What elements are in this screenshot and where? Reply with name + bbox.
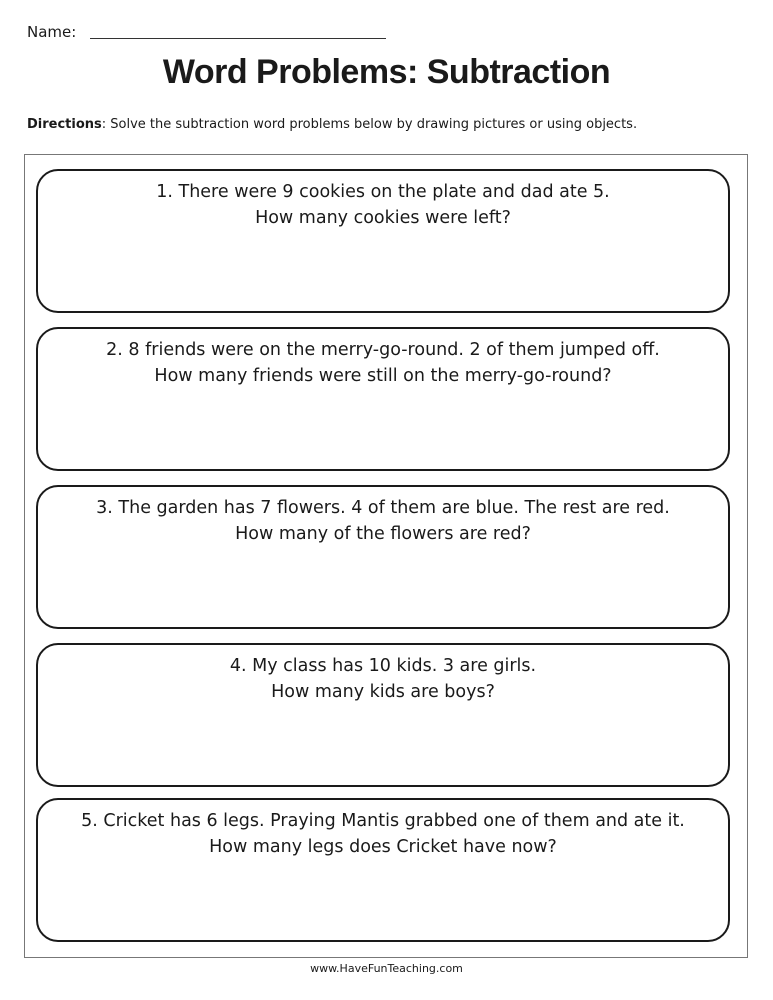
name-label: Name: [27, 23, 77, 41]
problem-4-question: How many kids are boys? [271, 682, 495, 702]
footer-website: www.HaveFunTeaching.com [310, 962, 463, 975]
problem-1-question: How many cookies were left? [255, 208, 511, 228]
problem-box-2[interactable] [36, 327, 730, 471]
problem-box-1[interactable] [36, 169, 730, 313]
page-title: Word Problems: Subtraction [162, 53, 611, 91]
problem-5-question: How many legs does Cricket have now? [209, 837, 557, 857]
problem-3-statement: 3. The garden has 7 flowers. 4 of them are blue. The rest are red. [96, 498, 670, 518]
name-row [27, 22, 407, 42]
problem-2-question: How many friends were still on the merry-go-round? [154, 366, 612, 386]
name-blank-line[interactable] [90, 38, 386, 39]
directions-text: : Solve the subtraction word problems below by drawing pictures or using objects. [101, 117, 638, 132]
problem-box-3[interactable] [36, 485, 730, 629]
problem-box-5[interactable] [36, 798, 730, 942]
problem-box-4[interactable] [36, 643, 730, 787]
directions [27, 116, 637, 134]
problem-2-statement: 2. 8 friends were on the merry-go-round. 2 of them jumped off. [106, 340, 660, 360]
problem-3-question: How many of the flowers are red? [235, 524, 531, 544]
directions-label: Directions [27, 117, 102, 132]
problem-4-statement: 4. My class has 10 kids. 3 are girls. [229, 656, 537, 676]
problem-1-statement: 1. There were 9 cookies on the plate and dad ate 5. [156, 182, 610, 202]
problem-5-statement: 5. Cricket has 6 legs. Praying Mantis grabbed one of them and ate it. [81, 811, 685, 831]
